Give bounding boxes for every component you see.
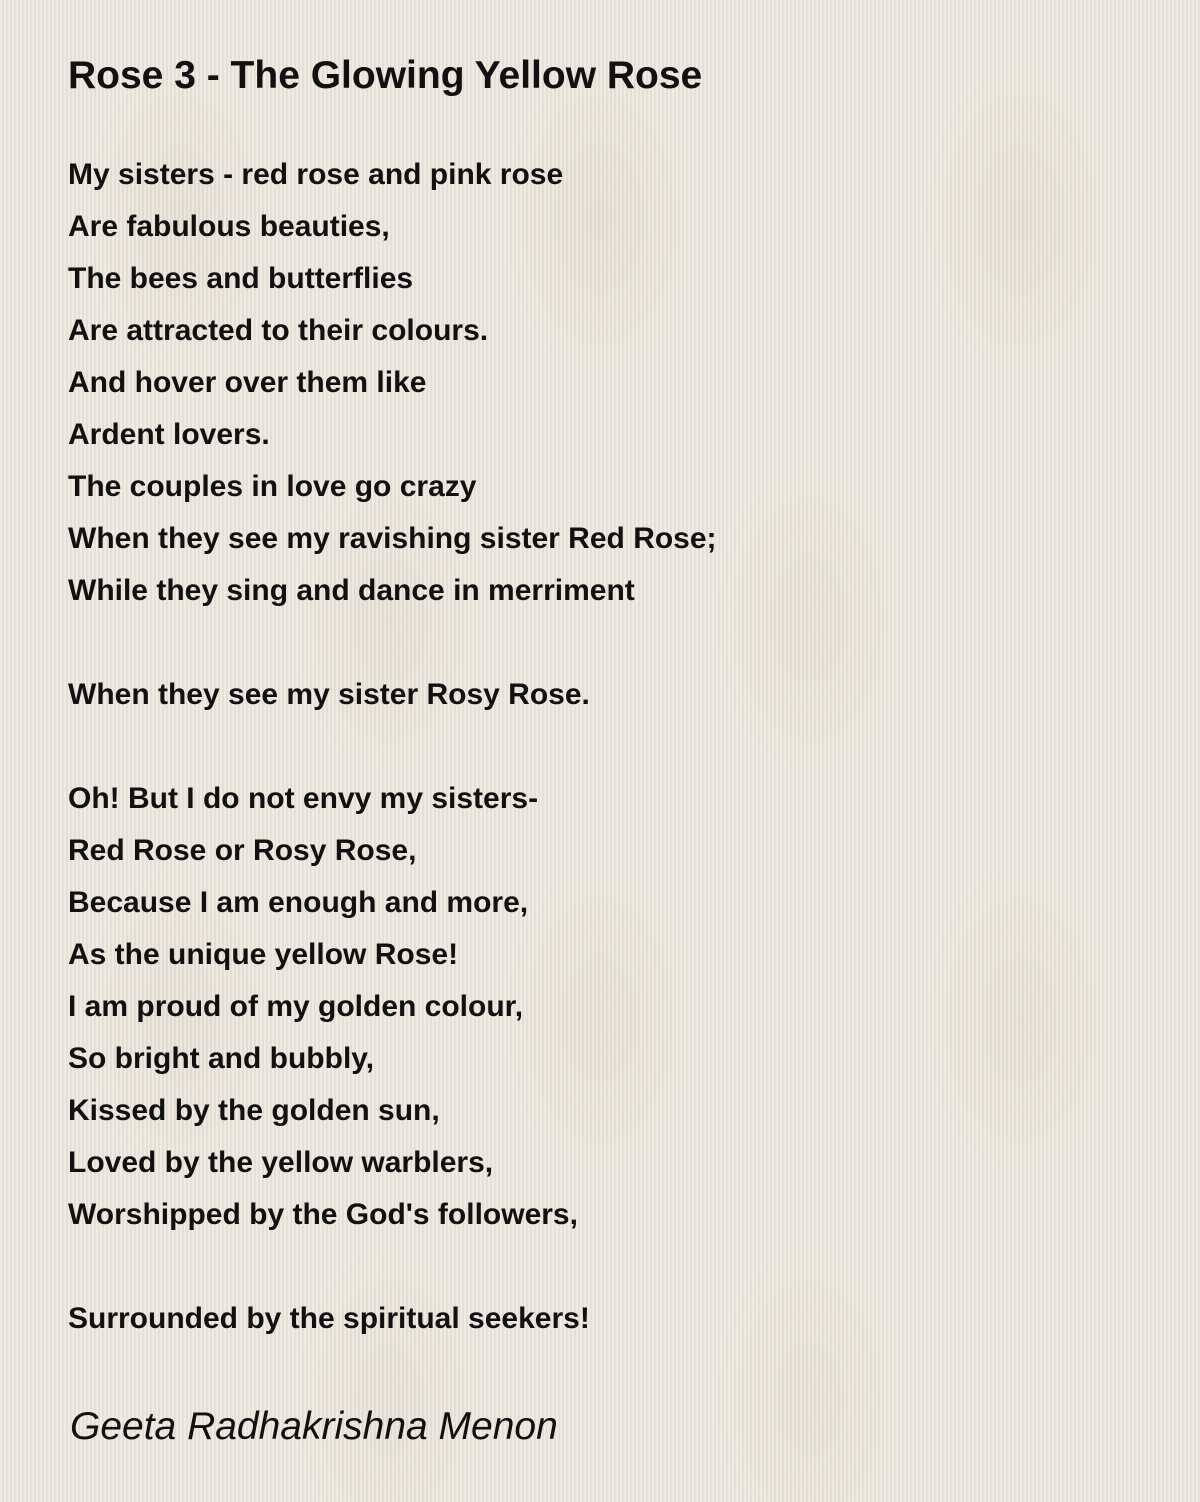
poem-line: I am proud of my golden colour, xyxy=(68,990,524,1023)
poem-line: The couples in love go crazy xyxy=(68,470,477,503)
poem-line: Surrounded by the spiritual seekers! xyxy=(68,1302,590,1335)
poem-line: While they sing and dance in merriment xyxy=(68,574,635,607)
author-name: Geeta Radhakrishna Menon xyxy=(70,1405,558,1448)
poem-line: Red Rose or Rosy Rose, xyxy=(68,834,417,867)
poem-line: Are attracted to their colours. xyxy=(68,314,489,347)
poem-body xyxy=(68,149,1128,1397)
poem-line: As the unique yellow Rose! xyxy=(68,938,459,971)
poem-title: Rose 3 - The Glowing Yellow Rose xyxy=(68,54,703,97)
stanza xyxy=(68,669,1128,721)
poem-line: Worshipped by the God's followers, xyxy=(68,1198,578,1231)
poem-line: Oh! But I do not envy my sisters- xyxy=(68,782,539,815)
poem-line: My sisters - red rose and pink rose xyxy=(68,158,564,191)
poem-line: Kissed by the golden sun, xyxy=(68,1094,440,1127)
poem-line: The bees and butterflies xyxy=(68,262,414,295)
poem-line: Because I am enough and more, xyxy=(68,886,529,919)
poem-line: Loved by the yellow warblers, xyxy=(68,1146,494,1179)
stanza xyxy=(68,773,1128,1241)
poem-line: Are fabulous beauties, xyxy=(68,210,390,243)
poem-line: When they see my sister Rosy Rose. xyxy=(68,678,590,711)
poem-line: When they see my ravishing sister Red Rose; xyxy=(68,522,717,555)
poem-line: And hover over them like xyxy=(68,366,427,399)
stanza xyxy=(68,149,1128,617)
poem-line: Ardent lovers. xyxy=(68,418,270,451)
stanza xyxy=(68,1293,1128,1345)
poem-line: So bright and bubbly, xyxy=(68,1042,375,1075)
